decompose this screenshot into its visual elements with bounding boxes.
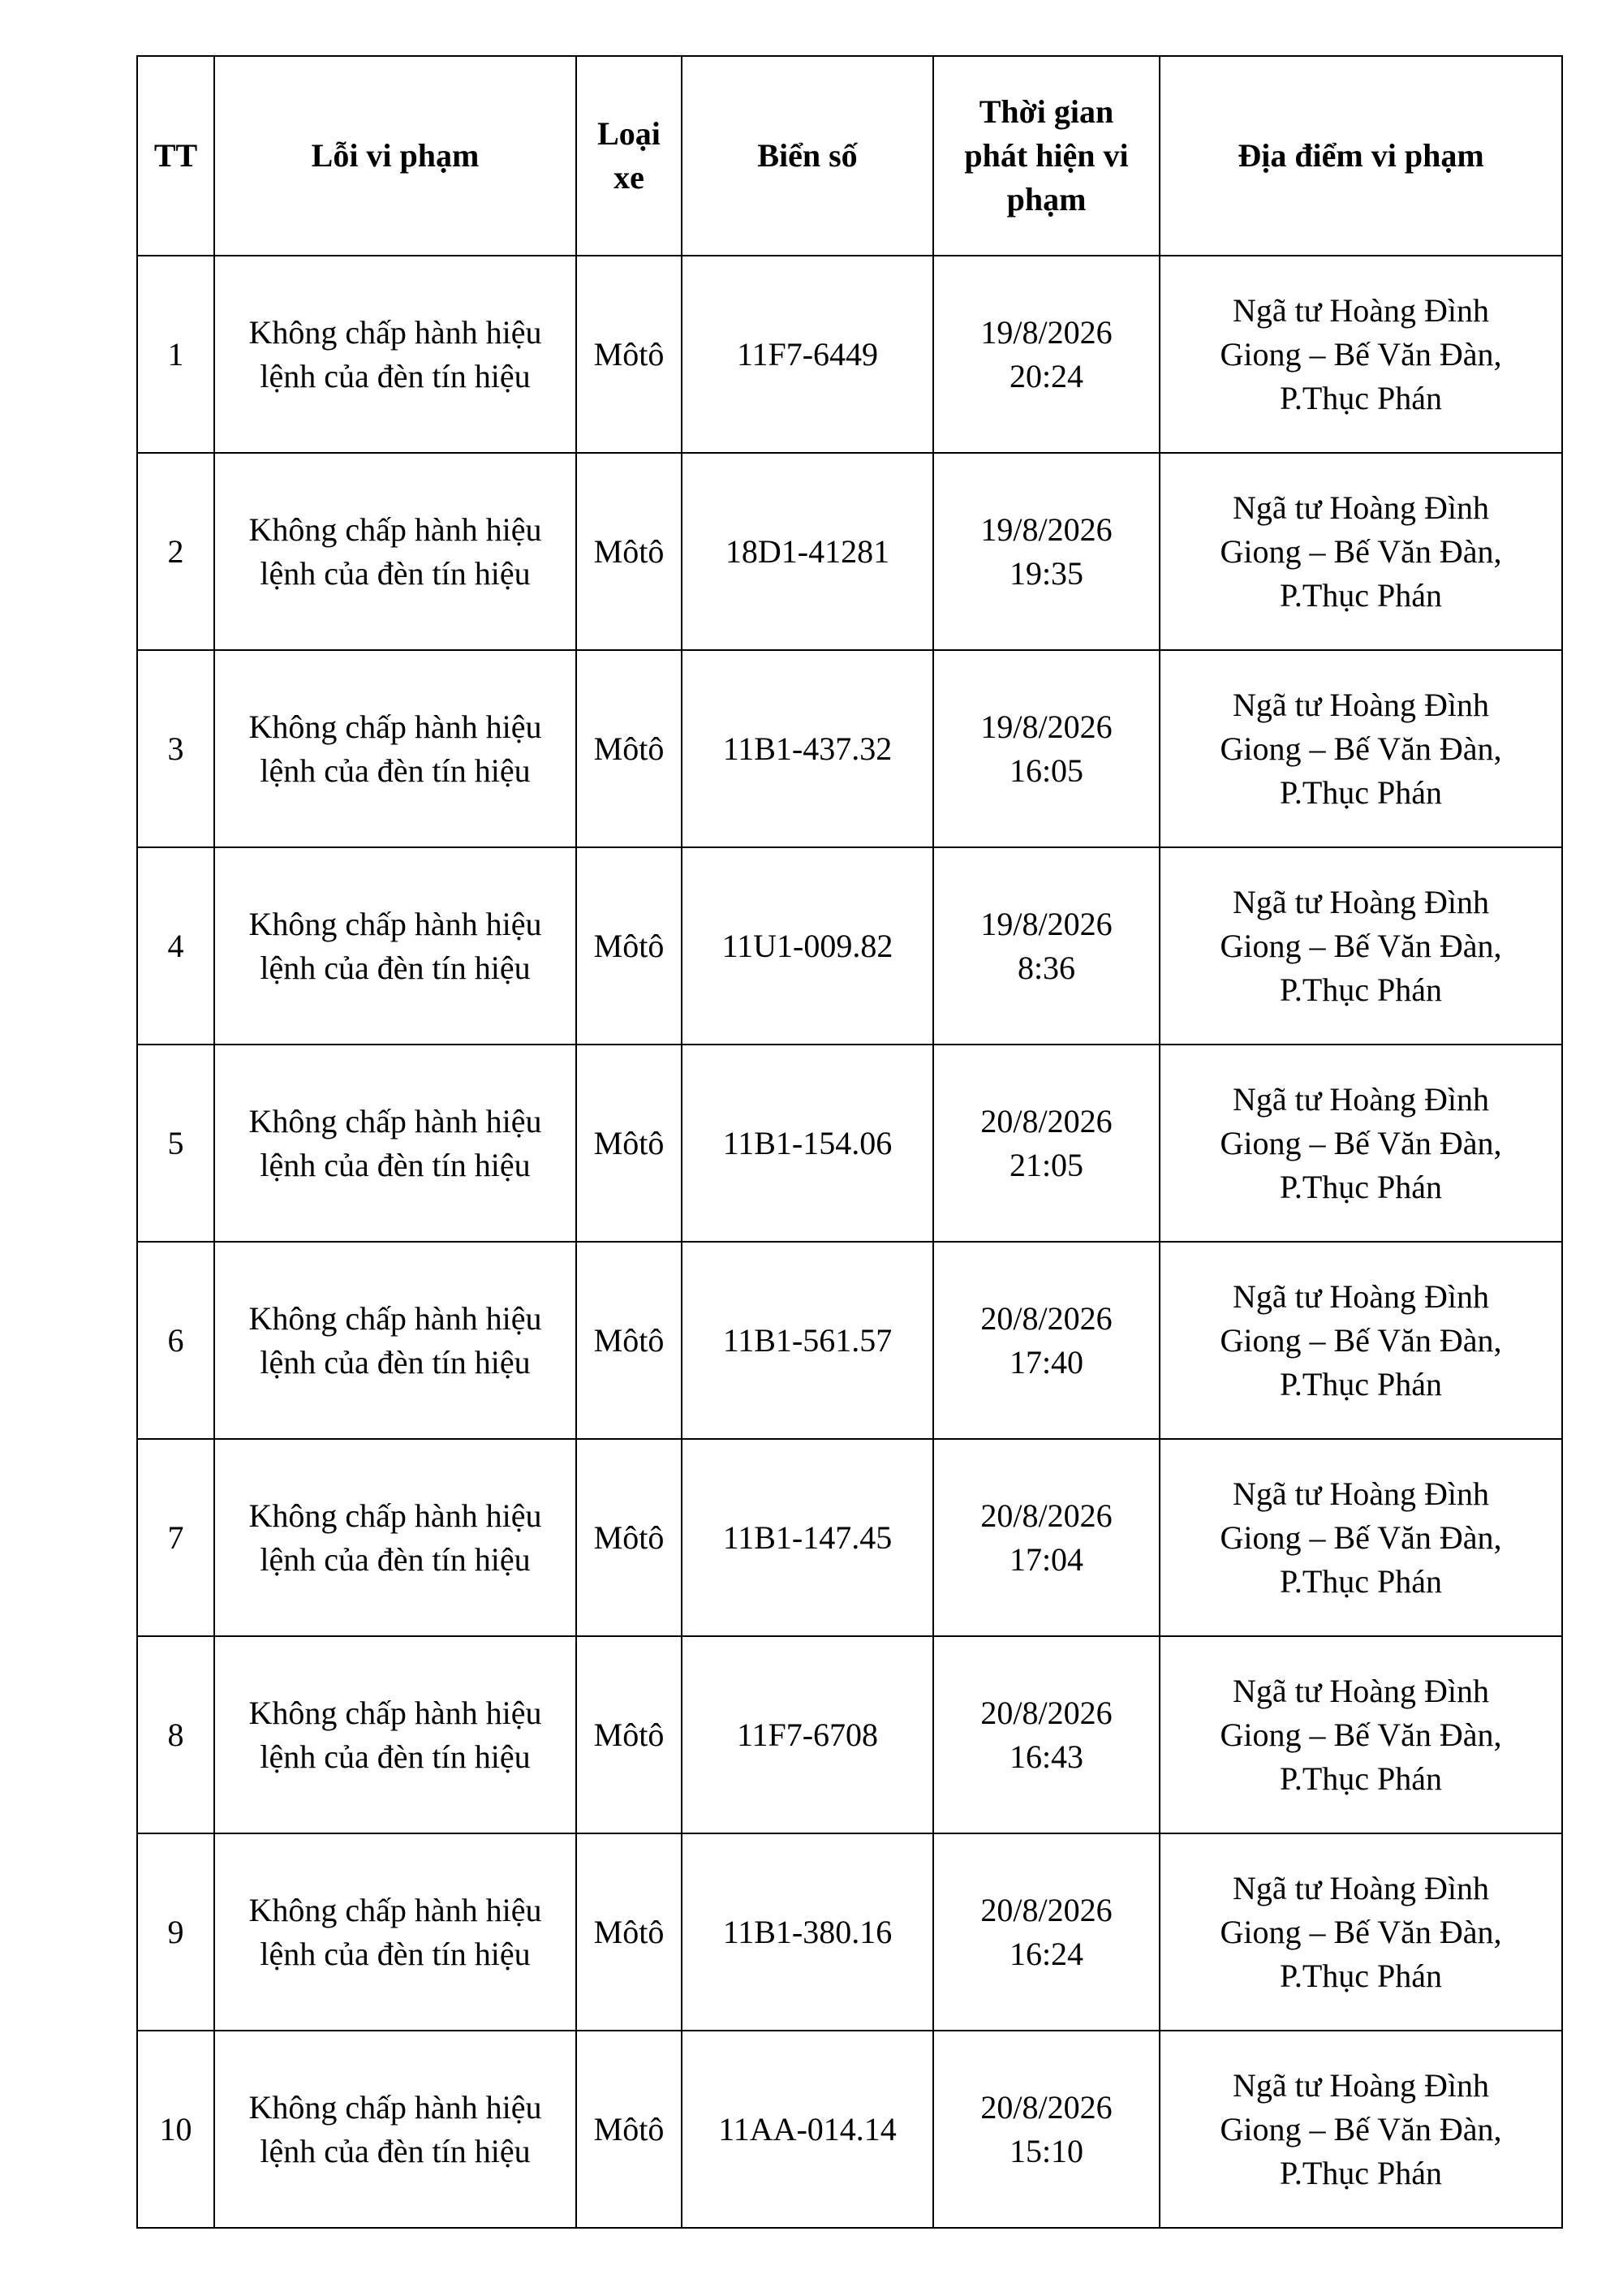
- header-plate: Biển số: [682, 56, 933, 256]
- cell-vehicle-type: Môtô: [576, 256, 682, 453]
- cell-plate: 11U1-009.82: [682, 847, 933, 1045]
- cell-vehicle-type: Môtô: [576, 1833, 682, 2031]
- cell-vehicle-type: Môtô: [576, 650, 682, 847]
- cell-time: 20/8/2026 15:10: [933, 2031, 1160, 2228]
- cell-time: 20/8/2026 16:43: [933, 1636, 1160, 1833]
- table-row: [137, 1833, 1562, 2031]
- header-time: Thời gian phát hiện vi phạm: [933, 56, 1160, 256]
- cell-tt: 7: [137, 1439, 214, 1636]
- table-body: [137, 256, 1562, 2228]
- cell-location: Ngã tư Hoàng Đình Giong – Bế Văn Đàn, P.Thục Phán: [1160, 650, 1562, 847]
- cell-location: Ngã tư Hoàng Đình Giong – Bế Văn Đàn, P.Thục Phán: [1160, 453, 1562, 650]
- cell-plate: 11B1-437.32: [682, 650, 933, 847]
- document-page: [136, 55, 1561, 2229]
- header-tt: TT: [137, 56, 214, 256]
- violations-table: [136, 55, 1563, 2229]
- table-row: [137, 650, 1562, 847]
- table-row: [137, 1242, 1562, 1439]
- cell-vehicle-type: Môtô: [576, 1636, 682, 1833]
- cell-location: Ngã tư Hoàng Đình Giong – Bế Văn Đàn, P.Thục Phán: [1160, 1636, 1562, 1833]
- cell-tt: 9: [137, 1833, 214, 2031]
- cell-plate: 11B1-154.06: [682, 1045, 933, 1242]
- cell-time: 19/8/2026 8:36: [933, 847, 1160, 1045]
- cell-vehicle-type: Môtô: [576, 847, 682, 1045]
- cell-location: Ngã tư Hoàng Đình Giong – Bế Văn Đàn, P.Thục Phán: [1160, 256, 1562, 453]
- cell-vehicle-type: Môtô: [576, 1439, 682, 1636]
- cell-violation: Không chấp hành hiệu lệnh của đèn tín hiệu: [214, 1045, 576, 1242]
- table-row: [137, 1045, 1562, 1242]
- cell-location: Ngã tư Hoàng Đình Giong – Bế Văn Đàn, P.Thục Phán: [1160, 1045, 1562, 1242]
- cell-plate: 11AA-014.14: [682, 2031, 933, 2228]
- cell-plate: 11B1-147.45: [682, 1439, 933, 1636]
- cell-time: 19/8/2026 19:35: [933, 453, 1160, 650]
- cell-vehicle-type: Môtô: [576, 1045, 682, 1242]
- table-row: [137, 256, 1562, 453]
- cell-tt: 6: [137, 1242, 214, 1439]
- cell-violation: Không chấp hành hiệu lệnh của đèn tín hiệu: [214, 453, 576, 650]
- table-row: [137, 2031, 1562, 2228]
- table-row: [137, 847, 1562, 1045]
- cell-time: 19/8/2026 16:05: [933, 650, 1160, 847]
- cell-location: Ngã tư Hoàng Đình Giong – Bế Văn Đàn, P.Thục Phán: [1160, 847, 1562, 1045]
- cell-tt: 5: [137, 1045, 214, 1242]
- cell-tt: 1: [137, 256, 214, 453]
- cell-vehicle-type: Môtô: [576, 1242, 682, 1439]
- cell-location: Ngã tư Hoàng Đình Giong – Bế Văn Đàn, P.Thục Phán: [1160, 1833, 1562, 2031]
- cell-location: Ngã tư Hoàng Đình Giong – Bế Văn Đàn, P.Thục Phán: [1160, 2031, 1562, 2228]
- cell-tt: 8: [137, 1636, 214, 1833]
- cell-time: 20/8/2026 17:40: [933, 1242, 1160, 1439]
- cell-violation: Không chấp hành hiệu lệnh của đèn tín hiệu: [214, 2031, 576, 2228]
- cell-violation: Không chấp hành hiệu lệnh của đèn tín hiệu: [214, 1242, 576, 1439]
- cell-violation: Không chấp hành hiệu lệnh của đèn tín hiệu: [214, 847, 576, 1045]
- cell-violation: Không chấp hành hiệu lệnh của đèn tín hiệu: [214, 256, 576, 453]
- cell-tt: 4: [137, 847, 214, 1045]
- cell-location: Ngã tư Hoàng Đình Giong – Bế Văn Đàn, P.Thục Phán: [1160, 1439, 1562, 1636]
- cell-plate: 18D1-41281: [682, 453, 933, 650]
- cell-vehicle-type: Môtô: [576, 2031, 682, 2228]
- table-row: [137, 1636, 1562, 1833]
- cell-tt: 3: [137, 650, 214, 847]
- cell-plate: 11B1-380.16: [682, 1833, 933, 2031]
- cell-time: 20/8/2026 21:05: [933, 1045, 1160, 1242]
- cell-plate: 11F7-6449: [682, 256, 933, 453]
- cell-violation: Không chấp hành hiệu lệnh của đèn tín hiệu: [214, 650, 576, 847]
- cell-time: 20/8/2026 16:24: [933, 1833, 1160, 2031]
- cell-tt: 10: [137, 2031, 214, 2228]
- cell-violation: Không chấp hành hiệu lệnh của đèn tín hiệu: [214, 1439, 576, 1636]
- cell-tt: 2: [137, 453, 214, 650]
- cell-plate: 11F7-6708: [682, 1636, 933, 1833]
- cell-vehicle-type: Môtô: [576, 453, 682, 650]
- cell-plate: 11B1-561.57: [682, 1242, 933, 1439]
- table-row: [137, 1439, 1562, 1636]
- cell-violation: Không chấp hành hiệu lệnh của đèn tín hiệu: [214, 1833, 576, 2031]
- cell-time: 19/8/2026 20:24: [933, 256, 1160, 453]
- table-row: [137, 453, 1562, 650]
- cell-time: 20/8/2026 17:04: [933, 1439, 1160, 1636]
- header-violation: Lỗi vi phạm: [214, 56, 576, 256]
- cell-location: Ngã tư Hoàng Đình Giong – Bế Văn Đàn, P.Thục Phán: [1160, 1242, 1562, 1439]
- header-vehicle-type: Loại xe: [576, 56, 682, 256]
- header-row: [137, 56, 1562, 256]
- header-location: Địa điểm vi phạm: [1160, 56, 1562, 256]
- cell-violation: Không chấp hành hiệu lệnh của đèn tín hiệu: [214, 1636, 576, 1833]
